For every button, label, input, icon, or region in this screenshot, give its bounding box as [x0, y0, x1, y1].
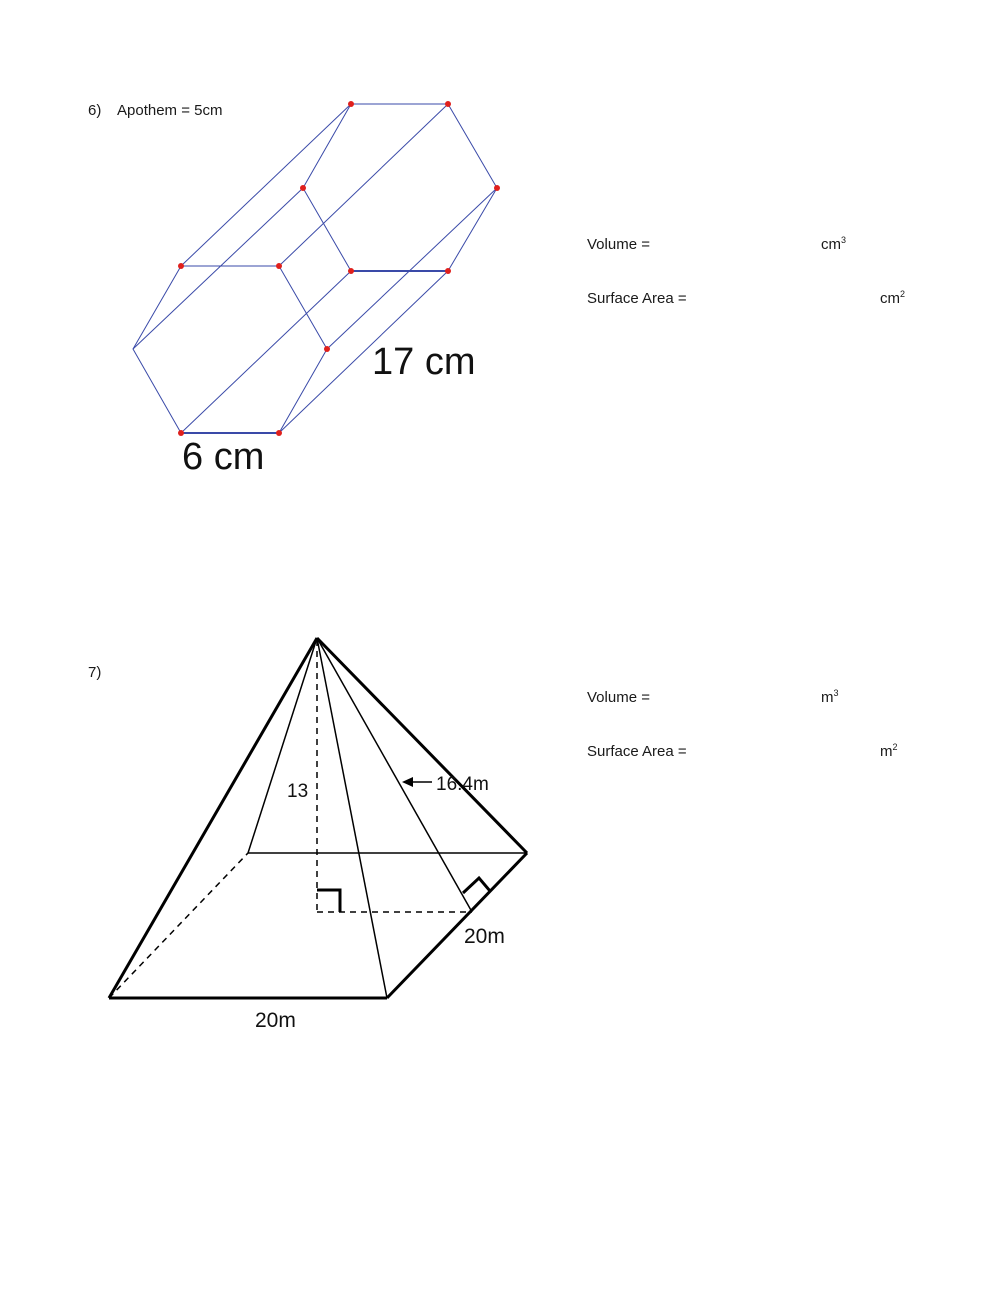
problem-6-given: Apothem = 5cm: [117, 102, 223, 119]
problem-6-volume-label: Volume =: [587, 236, 650, 253]
lateral-edge: [181, 104, 351, 266]
slant-arrow-head: [402, 777, 413, 787]
lateral-edge-back-right: [317, 638, 527, 853]
front-hexagon: [133, 266, 327, 433]
square-pyramid-figure: [109, 638, 527, 1032]
problem-6-surface-unit: $cm^2$: [880, 289, 906, 307]
vertex-dot: [494, 185, 500, 191]
vertex-dot: [300, 185, 306, 191]
problem-6-volume-unit: $cm^3$: [821, 235, 847, 253]
vertex-dot: [324, 346, 330, 352]
vertex-dot: [276, 430, 282, 436]
prism-length-label: 17 cm: [372, 341, 476, 383]
problem-6-number: 6): [88, 102, 102, 119]
lateral-edge-front-left: [109, 638, 317, 998]
vertex-dot: [276, 263, 282, 269]
vertex-dot: [348, 101, 354, 107]
vertex-dots: [178, 101, 500, 436]
right-angle-marker-edge: [463, 878, 490, 893]
prism-side-label: 6 cm: [182, 436, 265, 478]
pyramid-slant-label: 16.4m: [436, 774, 489, 795]
lateral-edge-front-right: [317, 638, 387, 998]
base-right-edge: [387, 853, 527, 998]
back-hexagon: [303, 104, 497, 271]
problem-7-volume-unit: $m^3$: [821, 688, 839, 706]
problem-6-surface-label: Surface Area =: [587, 290, 687, 307]
right-angle-marker-center: [317, 890, 340, 912]
problem-7-number: 7): [88, 664, 102, 681]
vertex-dot: [445, 268, 451, 274]
pyramid-side-base-label: 20m: [255, 1009, 296, 1032]
pyramid-side-right-label: 20m: [464, 925, 505, 948]
vertex-dot: [445, 101, 451, 107]
problem-7-surface-label: Surface Area =: [587, 743, 687, 760]
pyramid-height-label: 13: [287, 781, 309, 802]
problem-7-surface-unit: $m^2$: [880, 742, 898, 760]
vertex-dot: [178, 263, 184, 269]
lateral-edge-back-left: [248, 638, 317, 853]
hexagonal-prism-edges: [133, 104, 497, 433]
problem-7-volume-label: Volume =: [587, 689, 650, 706]
vertex-dot: [348, 268, 354, 274]
